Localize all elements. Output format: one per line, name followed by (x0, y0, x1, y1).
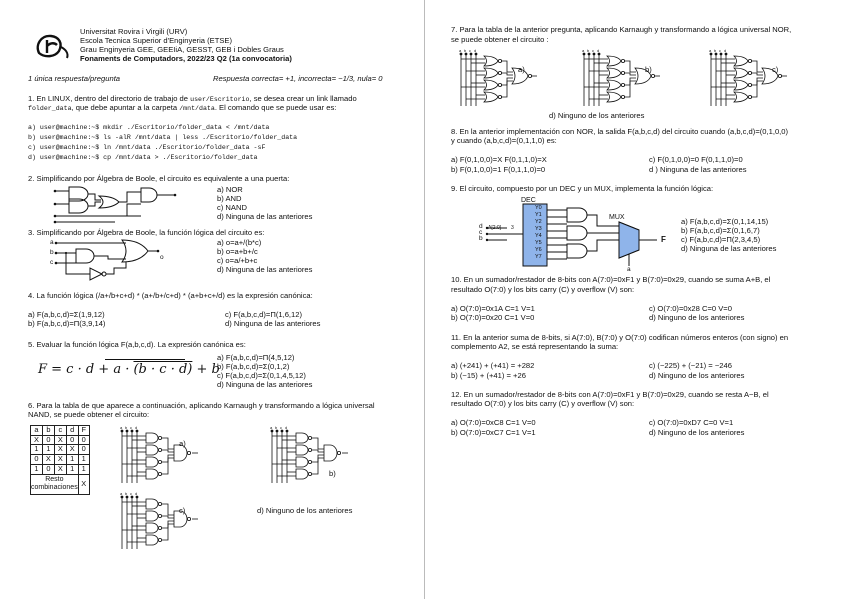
header-line-1: Universitat Rovira i Virgili (URV) (80, 27, 188, 36)
q12-option-b[interactable]: b) O(7:0)=0xC7 C=1 V=1 (451, 428, 536, 437)
q9-out-y5: Y5 (535, 240, 542, 246)
gate-input-label: d (285, 425, 288, 430)
q3-option-c[interactable]: c) o=a/+b+c (217, 256, 258, 265)
q11-line-2: complemento A2, se está representando la suma: (451, 342, 619, 351)
q9-out-y2: Y2 (535, 219, 542, 225)
q6-th-b: b (42, 426, 54, 436)
q9-in-c: c (479, 229, 483, 236)
q7-circuit-a (457, 48, 539, 108)
gate-input-label: b (464, 48, 467, 53)
q9-sel-a: a (627, 266, 631, 273)
q9-out-y6: Y6 (535, 247, 542, 253)
q7-circuit-b (580, 48, 662, 108)
q10-option-b[interactable]: b) O(7:0)=0x20 C=1 V=0 (451, 313, 535, 322)
q9-text: 9. El circuito, compuesto por un DEC y un MUX, implementa la función lógica: (451, 184, 714, 193)
gate-input-label: b (587, 48, 590, 53)
q1-option-d[interactable]: d) user@machine:~$ cp /mnt/data > ./Escritorio/folder_data (28, 154, 258, 161)
q2-option-c[interactable]: c) NAND (217, 203, 247, 212)
q1-t1a: 1. En LINUX, dentro del directorio de trabajo de (28, 94, 191, 103)
q6-truth-table (30, 425, 90, 495)
q4-option-d[interactable]: d) Ninguna de las anteriores (225, 319, 321, 328)
q9-bus-width: 3 (511, 225, 514, 231)
q3-circuit-diagram (56, 238, 166, 286)
q3-label-a: a (50, 239, 54, 246)
header-line-2: Escola Tecnica Superior d'Enginyeria (ETSE) (80, 36, 232, 45)
q6-th-f: F (78, 426, 89, 436)
urv-logo-icon (33, 31, 73, 61)
q7-circuit-c (707, 48, 789, 108)
table-cell: X (31, 435, 43, 445)
q5-formula-over: (b · c · d) (133, 362, 193, 377)
q6-circuit-a (118, 425, 198, 485)
table-cell: X (54, 435, 66, 445)
q9-mux-label: MUX (609, 214, 625, 221)
table-cell: 1 (78, 464, 89, 474)
q1-t2b: , que debe apuntar a la carpeta (71, 103, 180, 112)
header-line-3: Grau Enginyeria GEE, GEEIiA, GESST, GEB i Dobles Graus (80, 45, 284, 54)
q1-option-b[interactable]: b) user@machine:~$ ls -alR /mnt/data | less ./Escritorio/folder_data (28, 134, 298, 141)
q7-option-d[interactable]: d) Ninguno de los anteriores (549, 111, 645, 120)
note-left: 1 única respuesta/pregunta (28, 74, 121, 83)
q1-option-a[interactable]: a) user@machine:~$ mkdir ./Escritorio/folder_data < /mnt/data (28, 124, 270, 131)
gate-input-label: d (597, 48, 600, 53)
q1-t2d: . El comando que se puede usar es: (214, 103, 337, 112)
q1-t1c: , se desea crear un link llamado (249, 94, 357, 103)
q6-circuit-c (118, 491, 198, 551)
q5-formula-rhs: + b (192, 362, 220, 377)
table-cell: 1 (31, 464, 43, 474)
q2-option-d[interactable]: d) Ninguna de las anteriores (217, 212, 313, 221)
q12-option-d[interactable]: d) Ninguno de los anteriores (649, 428, 745, 437)
table-cell: X (66, 445, 78, 455)
gate-input-label: b (714, 48, 717, 53)
q1-option-c[interactable]: c) user@machine:~$ ln /mnt/data ./Escritorio/folder_data -sF (28, 144, 266, 151)
table-cell: 0 (78, 445, 89, 455)
q7-label-c[interactable]: c) (772, 65, 779, 74)
q12-option-c[interactable]: c) O(7:0)=0xD7 C=0 V=1 (649, 418, 734, 427)
q10-option-d[interactable]: d) Ninguno de los anteriores (649, 313, 745, 322)
table-cell: 1 (66, 455, 78, 465)
q6-label-a[interactable]: a) (179, 439, 186, 448)
q3-option-d[interactable]: d) Ninguna de las anteriores (217, 265, 313, 274)
q2-text: 2. Simplificando por Álgebra de Boole, el circuito es equivalente a una puerta: (28, 174, 290, 183)
q10-option-c[interactable]: c) O(7:0)=0x28 C=0 V=0 (649, 304, 732, 313)
q9-option-a[interactable]: a) F(a,b,c,d)=Σ(0,1,14,15) (681, 217, 769, 226)
q6-th-a: a (31, 426, 43, 436)
q9-option-c[interactable]: c) F(a,b,c,d)=Π(2,3,4,5) (681, 235, 761, 244)
q10-line-1: 10. En un sumador/restador de 8-bits con A(7:0)=0xF1 y B(7:0)=0x29, cuando se suma A+B, el (451, 275, 771, 284)
gate-input-label: a (120, 425, 123, 430)
table-cell: 1 (66, 464, 78, 474)
right-page (424, 0, 848, 599)
table-cell: 0 (66, 435, 78, 445)
q7-label-b[interactable]: b) (645, 65, 652, 74)
q7-line-1: 7. Para la tabla de la anterior pregunta, aplicando Karnaugh y transformando a lógica universal NOR, (451, 25, 792, 34)
q6-label-b[interactable]: b) (329, 469, 336, 478)
q7-line-2: se puede obtener el circuito : (451, 35, 549, 44)
q3-label-c: c (50, 259, 54, 266)
table-cell: X (54, 445, 66, 455)
q6-circuit-b (268, 425, 348, 485)
table-cell: X (54, 464, 66, 474)
note-right: Respuesta correcta= +1, incorrecta= −1/3, nula= 0 (213, 74, 383, 83)
q8-option-b[interactable]: b) F(0,1,0,0)=1 F(0,1,1,0)=0 (451, 165, 546, 174)
q9-out-y3: Y3 (535, 226, 542, 232)
gate-input-label: d (724, 48, 727, 53)
q8-option-d[interactable]: d ) Ninguna de las anteriores (649, 165, 747, 174)
q6-th-d: d (66, 426, 78, 436)
gate-input-label: a (459, 48, 462, 53)
q9-out-y1: Y1 (535, 212, 542, 218)
q9-out-f: F (661, 235, 666, 244)
gate-input-label: c (130, 425, 132, 430)
q2-option-b[interactable]: b) AND (217, 194, 242, 203)
q2-circuit-diagram (55, 186, 185, 226)
q6-line-2: NAND, se puede obtener el circuito: (28, 410, 150, 419)
q5-formula (38, 362, 220, 377)
q11-option-b[interactable]: b) (−15) + (+41) = +26 (451, 371, 526, 380)
q11-option-a[interactable]: a) (+241) + (+41) = +282 (451, 361, 535, 370)
q9-dec-label: DEC (521, 197, 536, 204)
q5-text: 5. Evaluar la función lógica F(a,b,c,d). La expresión canónica es: (28, 340, 246, 349)
q9-in-b: b (479, 235, 483, 242)
q11-option-d[interactable]: d) Ninguno de los anteriores (649, 371, 745, 380)
q5-option-a[interactable]: a) F(a,b,c,d)=Π(4,5,12) (217, 353, 295, 362)
q12-option-a[interactable]: a) O(7:0)=0xC8 C=1 V=0 (451, 418, 536, 427)
q3-label-b: b (50, 249, 54, 256)
q6-resto-value: X (78, 474, 89, 494)
gate-input-label: c (592, 48, 594, 53)
gate-input-label: c (719, 48, 721, 53)
gate-input-label: b (275, 425, 278, 430)
table-cell: 1 (42, 445, 54, 455)
q9-out-y7: Y7 (535, 254, 542, 260)
course-title: Fonaments de Computadors, 2022/23 Q2 (1a convocatoria) (80, 54, 292, 63)
q5-formula-lhs: F = c · d + a · (38, 362, 134, 377)
q4-option-b[interactable]: b) F(a,b,c,d)=Π(3,9,14) (28, 319, 106, 328)
table-cell: 0 (42, 435, 54, 445)
table-cell: X (54, 455, 66, 465)
q9-option-b[interactable]: b) F(a,b,c,d)=Σ(0,1,6,7) (681, 226, 760, 235)
gate-input-label: b (125, 425, 128, 430)
q2-option-a[interactable]: a) NOR (217, 185, 243, 194)
q6-option-d[interactable]: d) Ninguno de los anteriores (257, 506, 353, 515)
q9-option-d[interactable]: d) Ninguna de las anteriores (681, 244, 777, 253)
gate-input-label: c (130, 491, 132, 496)
q1-t2c: /mnt/data (179, 105, 215, 112)
q12-line-2: resultado O(7:0) y los bits carry (C) y overflow (V) son: (451, 399, 635, 408)
q9-in-d: d (479, 223, 483, 230)
q9-out-y4: Y4 (535, 233, 542, 239)
q6-resto-label: Resto combinaciones (31, 474, 79, 494)
table-cell: 0 (42, 464, 54, 474)
table-cell: 0 (31, 455, 43, 465)
gate-input-label: c (469, 48, 471, 53)
q9-bus-label: A[2:0] (488, 225, 502, 231)
gate-input-label: d (474, 48, 477, 53)
gate-input-label: a (120, 491, 123, 496)
gate-input-label: d (135, 491, 138, 496)
gate-input-label: a (709, 48, 712, 53)
q5-option-d[interactable]: d) Ninguna de las anteriores (217, 380, 313, 389)
q1-t2a: folder_data (28, 105, 72, 112)
q6-line-1: 6. Para la tabla de que aparece a continuación, aplicando Karnaugh y transformando a lógica universal (28, 401, 375, 410)
q8-option-a[interactable]: a) F(0,1,0,0)=X F(0,1,1,0)=X (451, 155, 547, 164)
q5-option-c[interactable]: c) F(a,b,c,d)=Σ(0,1,4,5,12) (217, 371, 306, 380)
q6-label-c[interactable]: c) (179, 506, 186, 515)
q12-line-1: 12. En un sumador/restador de 8-bits con A(7:0)=0xF1 y B(7:0)=0x29, cuando se resta A−B, el (451, 390, 769, 399)
q8-option-c[interactable]: c) F(0,1,0,0)=0 F(0,1,1,0)=0 (649, 155, 743, 164)
q3-option-b[interactable]: b) o=a+b+/c (217, 247, 258, 256)
q3-text: 3. Simplificando por Álgebra de Boole, la función lógica del circuito es: (28, 228, 265, 237)
q9-out-y0: Y0 (535, 205, 542, 211)
table-cell: 1 (78, 455, 89, 465)
q11-line-1: 11. En la anterior suma de 8-bits, si A(7:0), B(7:0) y O(7:0) codifican números enteros (con signo) en (451, 333, 789, 342)
q11-option-c[interactable]: c) (−225) + (−21) = −246 (649, 361, 732, 370)
q10-line-2: resultado O(7:0) y los bits carry (C) y overflow (V) son: (451, 285, 635, 294)
q1-t1b: user/Escritorio (190, 96, 250, 103)
gate-input-label: c (280, 425, 282, 430)
table-cell: X (42, 455, 54, 465)
q3-option-a[interactable]: a) o=a+/(b*c) (217, 238, 262, 247)
q6-th-c: c (54, 426, 66, 436)
gate-input-label: a (582, 48, 585, 53)
gate-input-label: a (270, 425, 273, 430)
q1-line-2 (28, 104, 336, 113)
table-cell: 0 (78, 435, 89, 445)
q8-line-2: y cuando (a,b,c,d)=(0,1,1,0) es: (451, 136, 557, 145)
table-cell: 1 (31, 445, 43, 455)
q5-option-b[interactable]: b) F(a,b,c,d)=Σ(0,1,2) (217, 362, 290, 371)
q5-overline-bar (105, 359, 185, 360)
q4-option-a[interactable]: a) F(a,b,c,d)=Σ(1,9,12) (28, 310, 105, 319)
q3-label-o: o (160, 254, 164, 261)
q10-option-a[interactable]: a) O(7:0)=0x1A C=1 V=1 (451, 304, 535, 313)
gate-input-label: b (125, 491, 128, 496)
q4-text: 4. La función lógica (/a+/b+c+d) * (a+/b+/c+d) * (a+b+c+/d) es la expresión canónica: (28, 291, 313, 300)
q4-option-c[interactable]: c) F(a,b,c,d)=Π(1,6,12) (225, 310, 303, 319)
q7-label-a[interactable]: a) (518, 65, 525, 74)
q8-line-1: 8. En la anterior implementación con NOR, la salida F(a,b,c,d) del circuito cuando (a,b,c,d)=(0,1,0,0) (451, 127, 789, 136)
gate-input-label: d (135, 425, 138, 430)
